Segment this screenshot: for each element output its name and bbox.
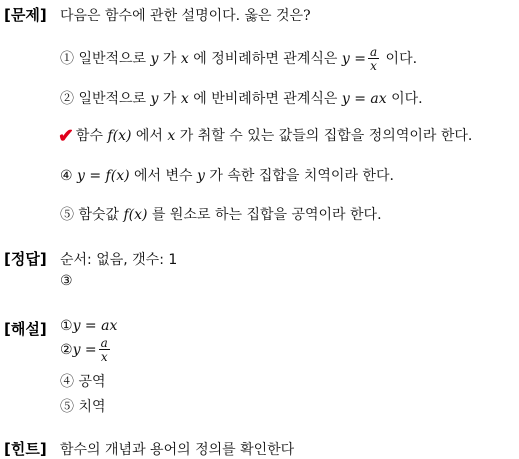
- explanation-line-2: [60, 337, 112, 363]
- choice-2: [60, 88, 423, 108]
- choice-1-mid: 에 정비례하면 관계식은: [193, 51, 338, 67]
- choice-1-pre: 일반적으로: [78, 51, 147, 67]
- choice-3-var-x: x: [167, 128, 176, 144]
- choice-4-post: 가 속한 집합을 치역이라 한다.: [209, 168, 394, 184]
- choice-2-mid: 에 반비례하면 관계식은: [193, 91, 338, 107]
- choice-1-var-x: x: [180, 51, 189, 67]
- choice-4: [60, 165, 394, 185]
- choice-1-fraction: [368, 46, 379, 72]
- choice-1: [60, 46, 417, 72]
- choice-1-equation: y =: [341, 51, 366, 67]
- question-text: 다음은 함수에 관한 설명이다. 옳은 것은?: [60, 8, 311, 24]
- choice-5: [60, 204, 382, 224]
- explanation-2-frac-num: a: [100, 336, 108, 350]
- explanation-line-1: [60, 318, 117, 334]
- explanation-line-4: ⑤ 치역: [60, 399, 106, 415]
- explanation-2-frac-den: x: [100, 350, 108, 364]
- choice-3-mid: 에서: [135, 128, 163, 144]
- choice-2-ga: 가: [162, 91, 177, 107]
- answer-label: [정답]: [4, 250, 47, 268]
- choice-4-equation: y = f(x): [77, 168, 130, 184]
- choice-5-number: ⑤: [60, 207, 74, 223]
- choice-1-var-y: y: [150, 51, 159, 67]
- choice-2-pre: 일반적으로: [78, 91, 147, 107]
- choice-1-number: ①: [60, 51, 74, 67]
- choice-2-equation: y = ax: [341, 91, 387, 107]
- choice-3-post: 가 취할 수 있는 값들의 집합을 정의역이라 한다.: [179, 128, 473, 144]
- answer-info: 순서: 없음, 갯수: 1: [60, 252, 178, 268]
- explanation-line-3: ④ 공역: [60, 374, 106, 390]
- explanation-2-fraction: [99, 337, 110, 363]
- choice-4-var-y: y: [197, 168, 205, 184]
- choice-2-var-y: y: [150, 91, 159, 107]
- choice-5-post: 를 원소로 하는 집합을 공역이라 한다.: [151, 207, 382, 223]
- hint-text: 함수의 개념과 용어의 정의를 확인한다: [60, 442, 295, 458]
- problem-label: [문제]: [4, 6, 47, 24]
- choice-3-fx: f(x): [107, 128, 132, 144]
- explanation-1-number: ①: [60, 318, 73, 334]
- choice-5-pre: 함숫값: [78, 207, 120, 223]
- choice-2-post: 이다.: [391, 91, 423, 107]
- choice-1-post: 이다.: [385, 51, 418, 67]
- answer-value: ③: [60, 273, 73, 289]
- choice-1-ga: 가: [162, 51, 177, 67]
- explanation-label: [해설]: [4, 320, 47, 338]
- explanation-2-number: ②: [60, 342, 73, 358]
- check-mark-icon: ✔: [58, 125, 74, 147]
- choice-2-number: ②: [60, 91, 74, 107]
- choice-1-frac-den: x: [370, 59, 377, 73]
- choice-4-mid: 에서 변수: [134, 168, 193, 184]
- choice-3-pre: 함수: [75, 128, 103, 144]
- hint-label: [힌트]: [4, 440, 47, 458]
- choice-3: [58, 125, 472, 147]
- choice-4-number: ④: [60, 168, 73, 184]
- explanation-1-equation: y = ax: [72, 318, 118, 334]
- choice-2-var-x: x: [180, 91, 189, 107]
- choice-5-fx: f(x): [123, 207, 148, 223]
- explanation-2-equation: y =: [72, 342, 97, 358]
- choice-1-frac-num: a: [369, 45, 378, 59]
